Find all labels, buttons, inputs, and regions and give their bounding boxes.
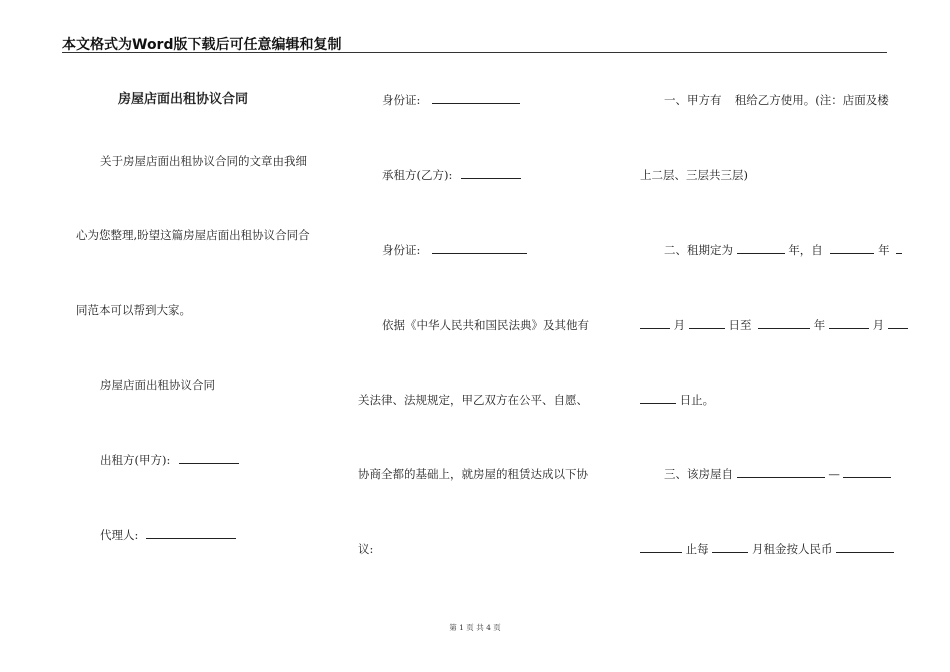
clause-1-text-b: 租给乙方使用。(注：店面及楼 xyxy=(734,93,889,107)
agent-blank xyxy=(146,528,236,539)
column-2 xyxy=(347,0,612,672)
clause-2-text-b: 年，自 xyxy=(788,243,823,257)
term-row xyxy=(640,318,908,332)
lessor-label: 出租方(甲方): xyxy=(100,453,171,467)
clause-2-blank-2 xyxy=(830,243,874,254)
term-end-blank xyxy=(640,393,676,404)
basis-line-1: 依据《中华人民共和国民法典》及其他有 xyxy=(382,318,589,332)
agent-label: 代理人: xyxy=(100,528,139,542)
rent-blank-2 xyxy=(712,542,748,553)
lessee-blank xyxy=(461,168,521,179)
intro-line-2: 心为您整理,盼望这篇房屋店面出租协议合同合 xyxy=(76,228,310,242)
clause-3-text-a: 三、该房屋自 xyxy=(664,467,733,481)
intro-line-3: 同范本可以帮到大家。 xyxy=(76,303,191,317)
agent-row xyxy=(100,528,236,542)
term-blank-4 xyxy=(829,318,869,329)
contract-subtitle: 房屋店面出租协议合同 xyxy=(100,378,215,392)
term-text-d: 月 xyxy=(872,318,885,332)
clause-1-text-a: 一、甲方有 xyxy=(664,93,722,107)
clause-1-continued: 上二层、三层共三层) xyxy=(640,168,748,182)
id-label-1: 身份证: xyxy=(382,93,421,107)
term-blank-5 xyxy=(888,318,908,329)
term-blank-1 xyxy=(640,318,670,329)
rent-blank-1 xyxy=(640,542,682,553)
clause-3-blank-1 xyxy=(737,467,825,478)
clause-2-row xyxy=(664,243,902,257)
clause-1-row xyxy=(664,93,889,107)
id-blank-2 xyxy=(432,243,527,254)
basis-line-3: 协商全都的基础上，就房屋的租赁达成以下协 xyxy=(358,467,588,481)
page-footer: 第 1 页 共 4 页 xyxy=(449,623,501,632)
id-row-2 xyxy=(382,243,527,257)
term-text-a: 月 xyxy=(673,318,686,332)
lessor-blank xyxy=(179,453,239,464)
rent-row xyxy=(640,542,894,556)
lessee-label: 承租方(乙方): xyxy=(382,168,453,182)
clause-3-row xyxy=(664,467,891,481)
intro-line-1: 关于房屋店面出租协议合同的文章由我细 xyxy=(100,154,307,168)
rent-blank-3 xyxy=(836,542,894,553)
id-row-1 xyxy=(382,93,520,107)
rent-text-a: 止每 xyxy=(685,542,709,556)
id-blank-1 xyxy=(432,93,520,104)
lessor-row xyxy=(100,453,239,467)
id-label-2: 身份证: xyxy=(382,243,421,257)
term-text-b: 日至 xyxy=(728,318,752,332)
column-1 xyxy=(62,0,327,672)
document-header-title: 本文格式为Word版下载后可任意编辑和复制 xyxy=(62,37,342,53)
clause-3-dash: — xyxy=(828,467,840,481)
clause-2-blank-3 xyxy=(896,243,902,254)
term-end-text: 日止。 xyxy=(679,393,715,407)
term-text-c: 年 xyxy=(813,318,826,332)
term-blank-3 xyxy=(758,318,810,329)
basis-line-4: 议: xyxy=(358,542,374,556)
term-end-row xyxy=(640,393,714,407)
document-title: 房屋店面出租协议合同 xyxy=(118,92,249,107)
lessee-row xyxy=(382,168,521,182)
column-3 xyxy=(630,0,888,672)
clause-2-text-c: 年 xyxy=(878,243,890,257)
clause-2-blank-1 xyxy=(737,243,785,254)
term-blank-2 xyxy=(689,318,725,329)
clause-2-text-a: 二、租期定为 xyxy=(664,243,733,257)
clause-3-blank-2 xyxy=(843,467,891,478)
basis-line-2: 关法律、法规规定，甲乙双方在公平、自愿、 xyxy=(358,393,588,407)
rent-text-b: 月租金按人民币 xyxy=(751,542,833,556)
